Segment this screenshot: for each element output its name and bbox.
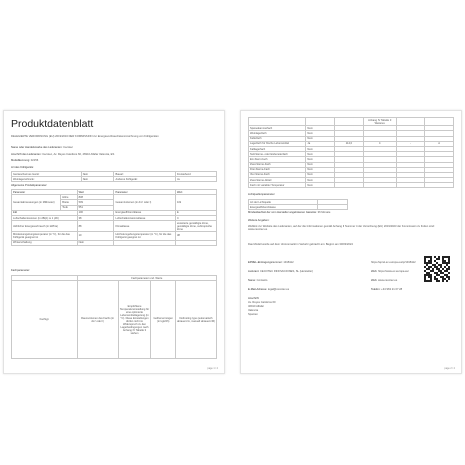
datasheet-page-2 <box>240 110 462 374</box>
web-link[interactable]: https://www.ec.europa.eu/ <box>377 270 409 273</box>
table-cell: Mindestumgebungstemperatur (in °C), für die das Kühlgerät geeignet ist <box>12 232 78 240</box>
supplier-address-line: Anschrift des Lieferanten: Cecotec, Av. Reyes Catolicos 60, 46910 Alfafar Valencia, ES <box>11 153 115 156</box>
web2-link[interactable]: www.cecotec.es <box>377 279 398 282</box>
table-cell: Nein <box>306 146 335 151</box>
table-row <box>249 118 454 126</box>
table-cell: Raumvolumen des Fachs (in dm³ oder l) <box>77 281 118 359</box>
table-cell: Breite <box>61 200 77 205</box>
table-cell: 38 <box>77 215 114 220</box>
column-header: Parameter <box>114 190 176 195</box>
web-line: Web: https://www.ec.europa.eu/ <box>371 270 409 273</box>
table-cell: Höhe <box>61 195 77 200</box>
address-label: Anschrift: <box>248 297 260 300</box>
table-cell: erweiterte gemäßigte Zone, gemäßigte Zone, subtropische Zone <box>175 221 216 232</box>
table-cell: Nein <box>306 167 335 172</box>
table-cell: Vier-Sterne-Fach <box>249 172 306 177</box>
table-cell: Nein <box>306 162 335 167</box>
table-cell: Luftschallemissionen (in dB(A) re 1 pW) <box>12 215 78 220</box>
address-line-1: Av. Reyes Catolicos 60 <box>248 301 276 304</box>
table-cell: Anderes Kühlgerät: <box>114 177 176 182</box>
table-cell: Geräuscharmes Gerät: <box>12 172 82 177</box>
table-row <box>12 195 217 200</box>
table-cell: 4 <box>363 141 396 146</box>
table-cell: Nein <box>306 131 335 136</box>
table-cell: Gefriervermögen (in kg/24h) <box>151 281 176 359</box>
table-cell: Null-Sterne- oder Eisbereiterfach <box>249 152 306 157</box>
table-cell: 551 <box>77 205 114 210</box>
general-params-table <box>11 189 217 246</box>
more-info-label: Weitere Angaben: <box>248 219 270 222</box>
table-cell: 38 <box>175 232 216 240</box>
qr-code-icon <box>424 256 450 282</box>
table-cell: Energieeffizienzklasse <box>114 210 176 215</box>
table-cell: Gesamtvolumen (in dm³ oder l) <box>114 195 176 211</box>
table-cell: 509 <box>77 200 114 205</box>
table-cell: Klimaklasse <box>114 221 176 232</box>
table-cell: Weinlagerschrank: <box>12 177 82 182</box>
light-params-label: Lichtquellenparameter <box>248 193 275 196</box>
more-info-text: Weblink zur Website des Lieferanten, auf der die Informationen gemäß Anhang II Nummer 4 der Verordnung (EU) 2019/2023 der Kommission zu finden sind: www.cecotec.es <box>248 225 435 232</box>
phone-line: Telefon: +34 963 21 07 28 <box>371 288 403 291</box>
table-cell: Defrosting type (automatisch abtauen=A, manuell abtauen=M) <box>175 281 216 359</box>
eprel-text: Das Modell wurde auf dem Unionsmarkt in Verkehr gebracht am: Beginn am 30/03/2024 <box>248 243 353 246</box>
light-params-table <box>248 199 348 210</box>
table-row <box>249 183 454 188</box>
table-cell: 10 <box>77 232 114 240</box>
table-cell: Zwei-Sterne-Fach <box>249 162 306 167</box>
table-cell: - <box>396 141 425 146</box>
table-cell: Nein <box>306 172 335 177</box>
table-cell: Weinlagerfach <box>249 131 306 136</box>
table-cell: Lagerfach für frische Lebensmittel <box>249 141 306 146</box>
table-cell: Nein <box>81 172 114 177</box>
table-cell: 100 <box>77 210 114 215</box>
eprel-url[interactable]: https://eprel.ec.europa.eu/qr/1918112 <box>371 261 416 264</box>
table-cell: Ein-Stern-Fach <box>249 157 306 162</box>
guarantee-line: Mindestlaufzeit der vom Hersteller angebotenen Garantie: 36 Monate <box>248 211 331 214</box>
contact-name-line: Name: Contacto <box>248 279 268 282</box>
supplier-name-line: Name oder Handelsmarke des Lieferanten: Cecotec <box>11 146 73 149</box>
table-cell: E <box>175 210 216 215</box>
table-row <box>249 205 348 210</box>
table-cell: 838 <box>77 195 114 200</box>
table-cell: Gesamtabmessungen (in Millimeter) <box>12 195 61 211</box>
page-footer: page 1 / 2 <box>207 367 218 370</box>
email-line: E-Mail-Adresse: legal@cecotec.es <box>248 288 290 291</box>
table-cell: Tiefe <box>61 205 77 210</box>
table-cell: Drei-Sterne-Fach <box>249 167 306 172</box>
table-cell: 114,0 <box>335 141 364 146</box>
table-cell: Winterschaltung <box>12 240 78 245</box>
table-cell: Nein <box>306 152 335 157</box>
appliance-type-table <box>11 171 217 182</box>
table-cell: Ja <box>175 177 216 182</box>
table-cell: Bauart: <box>114 172 176 177</box>
table-cell: Empfohlene Temperatureinstellung für eine optimierte Lebensmittellagerung (in °C). Diese Einstellungen dürfen nicht im Widerspruch zu den Lagerbedingungen nach Anhang IV Tabelle 3 stehen <box>118 281 151 359</box>
table-cell: Nein <box>77 240 114 245</box>
table-cell: Höchstumgebungstemperatur (in °C), für die das Kühlgerät geeignet ist <box>114 232 176 240</box>
table-row <box>12 240 217 245</box>
table-cell <box>318 205 348 210</box>
column-header: Parameter <box>12 190 78 195</box>
table-row <box>12 177 217 182</box>
page-footer: page 2 / 2 <box>444 367 455 370</box>
address-line-2: 46910 Alfafar <box>248 305 264 308</box>
table-cell: Zwei-Sterne-Abteil <box>249 178 306 183</box>
table-cell: Ja <box>306 141 335 146</box>
column-header: Wert <box>175 190 216 195</box>
datasheet-page-1 <box>3 110 225 374</box>
column-header: Anhang IV Tabelle 3 Weiteres <box>363 118 396 126</box>
table-row <box>12 232 217 240</box>
table-cell: Nein <box>81 177 114 182</box>
table-cell: Fach mit variabler Temperatur <box>249 183 306 188</box>
table-cell: Energieeffizienzklasse <box>249 205 318 210</box>
supplier-line: Lieferant: CECOTEC INNOVACIONES, SL (Hersteller) <box>248 270 313 273</box>
address-line-3: Valencia <box>248 309 259 312</box>
column-header: Fachparameter und -Werte <box>77 276 216 281</box>
table-cell: C <box>175 215 216 220</box>
table-cell: Nein <box>306 157 335 162</box>
appliance-type-label: Art des Kühlgeräts: <box>11 166 34 169</box>
web2-line: Web: www.cecotec.es <box>371 279 398 282</box>
table-cell: A <box>425 141 454 146</box>
email-link[interactable]: legal@cecotec.es <box>267 288 290 291</box>
fach-params-table <box>11 275 217 359</box>
table-cell: 88 <box>77 221 114 232</box>
table-cell: Freistehend <box>175 172 216 177</box>
address-line-4: Spanien <box>248 313 258 316</box>
page-title: Produktdatenblatt <box>11 118 94 130</box>
table-cell: Fachtyp <box>12 281 78 359</box>
table-cell: Jährlicher Energieverbrauch (in kWh/a) <box>12 221 78 232</box>
table-cell: Nein <box>306 126 335 131</box>
eprel-id-line: EPREL-Eintragungsnummer: 1918112 <box>248 261 294 264</box>
table-cell: EEI <box>12 210 78 215</box>
table-cell: Art der Lichtquelle <box>249 200 318 205</box>
table-row <box>12 221 217 232</box>
fach-params-label: Fachparameter: <box>11 269 30 272</box>
table-cell: Nein <box>306 136 335 141</box>
table-cell: Nein <box>306 183 335 188</box>
table-row <box>12 281 217 359</box>
table-cell: Kaltlagerfach <box>249 146 306 151</box>
column-header: Wert <box>77 190 114 195</box>
table-cell: Nein <box>306 178 335 183</box>
compartment-table <box>248 117 454 188</box>
regulation-text: DELEGIERTE VERORDNUNG (EU) 2019/2016 DER KOMMISSION zur Energieverbrauchskennzeichnung von Kühlgeräten <box>11 135 159 138</box>
table-cell: Kellerfach <box>249 136 306 141</box>
table-cell: Speisekammerfach <box>249 126 306 131</box>
general-params-label: Allgemeine Produktparameter: <box>11 184 48 187</box>
table-cell: 119 <box>175 195 216 211</box>
model-line: Modellkennung: 02156 <box>11 159 39 162</box>
table-cell: Luftschallemissionsklasse <box>114 215 176 220</box>
